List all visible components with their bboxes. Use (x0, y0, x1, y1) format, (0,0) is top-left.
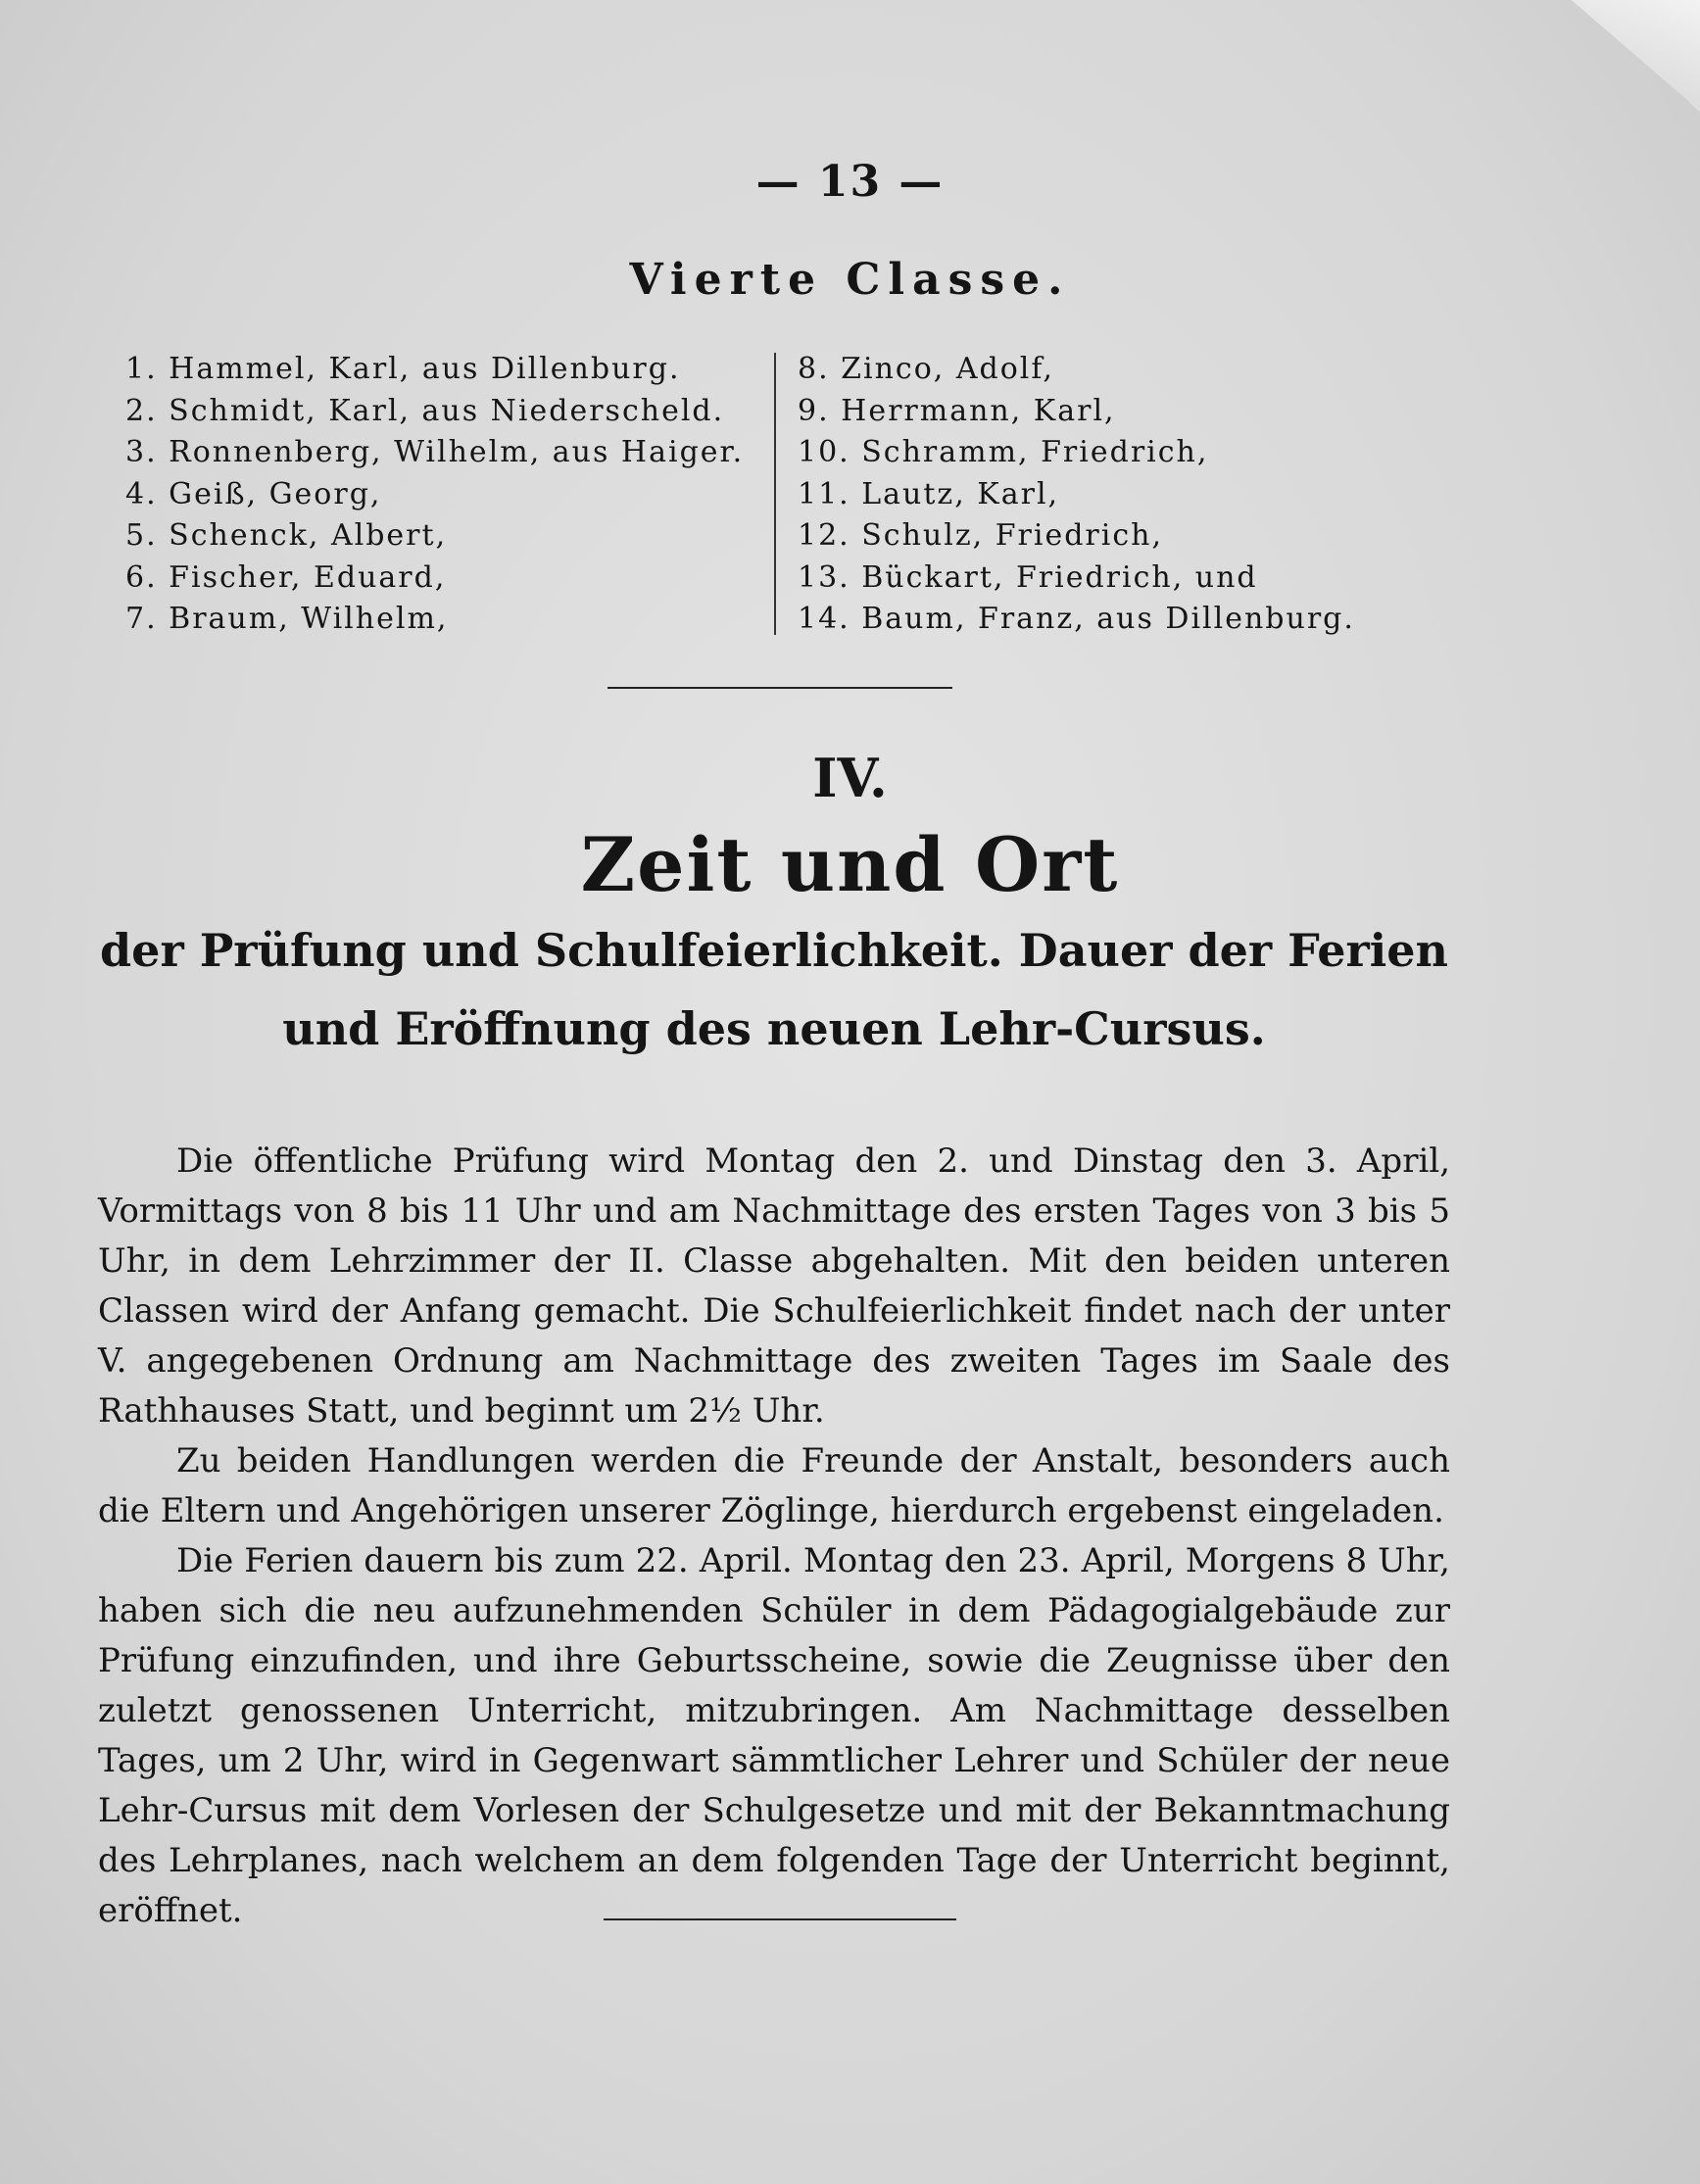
student-entry: 13. Bückart, Friedrich, und (798, 559, 1258, 595)
student-entry: 2. Schmidt, Karl, aus Niederscheld. (125, 393, 725, 428)
student-entry: 6. Fischer, Eduard, (125, 559, 447, 595)
student-entry: 8. Zinco, Adolf, (798, 352, 1054, 386)
student-entry: 11. Lautz, Karl, (798, 476, 1060, 511)
paragraph: Die Ferien dauern bis zum 22. April. Montag den 23. April, Morgens 8 Uhr, haben sich die neu aufzunehmenden Schüler in dem Pädagogialgebäude zur Prüfung einzufinden, und ihre Geburtsscheine, sowie die Zeugnisse über den zuletzt genossenen Unterricht, mitzubringen. Am Nachmittage desselben Tages, um 2 Uhr, wird in Gegenwart sämmtlicher Lehrer und Schüler der neue Lehr-Cursus mit dem Vorlesen der Schulgesetze und mit der Bekanntmachung des Lehrplanes, nach welchem an dem folgenden Tage der Unterricht beginnt, eröffnet. (98, 1541, 1450, 1930)
paragraph: Die öffentliche Prüfung wird Montag den 2. und Dinstag den 3. April, Vormittags von 8 bis 11 Uhr und am Nachmittage des ersten Tages von 3 bis 5 Uhr, in dem Lehrzimmer der II. Classe abgehalten. Mit den beiden unteren Classen wird der Anfang gemacht. Die Schulfeierlichkeit findet nach der unter V. angegebenen Ordnung am Nachmittage des zweiten Tages im Saale des Rathhauses Statt, und beginnt um 2½ Uhr. (98, 1141, 1450, 1431)
student-entry: 3. Ronnenberg, Wilhelm, aus Haiger. (125, 435, 745, 469)
section-subtitle-line: der Prüfung und Schulfeierlichkeit. Dauer der Ferien (100, 924, 1448, 977)
student-entry: 14. Baum, Franz, aus Dillenburg. (798, 602, 1355, 636)
section-number: IV. (812, 747, 888, 809)
body-text (98, 1137, 1450, 1936)
paragraph: Zu beiden Handlungen werden die Freunde der Anstalt, besonders auch die Eltern und Angehörigen unserer Zöglinge, hierdurch ergebenst eingeladen. (98, 1441, 1450, 1530)
page-number: — 13 — (755, 157, 945, 207)
folded-page-corner (1529, 0, 1700, 113)
student-entry: 1. Hammel, Karl, aus Dillenburg. (125, 352, 681, 386)
student-entry: 9. Herrmann, Karl, (798, 393, 1116, 428)
student-list-left (125, 349, 744, 641)
student-list-right (798, 349, 1355, 641)
student-entry: 12. Schulz, Friedrich, (798, 518, 1164, 553)
closing-rule (604, 1918, 956, 1920)
student-entry: 4. Geiß, Georg, (125, 476, 382, 511)
section-divider-rule (607, 687, 952, 689)
student-entry: 5. Schenck, Albert, (125, 518, 448, 553)
section-subtitle (98, 911, 1450, 1068)
section-subtitle-line: und Eröffnung des neuen Lehr-Cursus. (282, 1002, 1266, 1055)
column-divider (774, 353, 776, 635)
class-heading: Vierte Classe. (629, 255, 1071, 305)
student-entry: 10. Schramm, Friedrich, (798, 435, 1209, 469)
section-title: Zeit und Ort (580, 821, 1120, 908)
student-entry: 7. Braum, Wilhelm, (125, 602, 449, 636)
